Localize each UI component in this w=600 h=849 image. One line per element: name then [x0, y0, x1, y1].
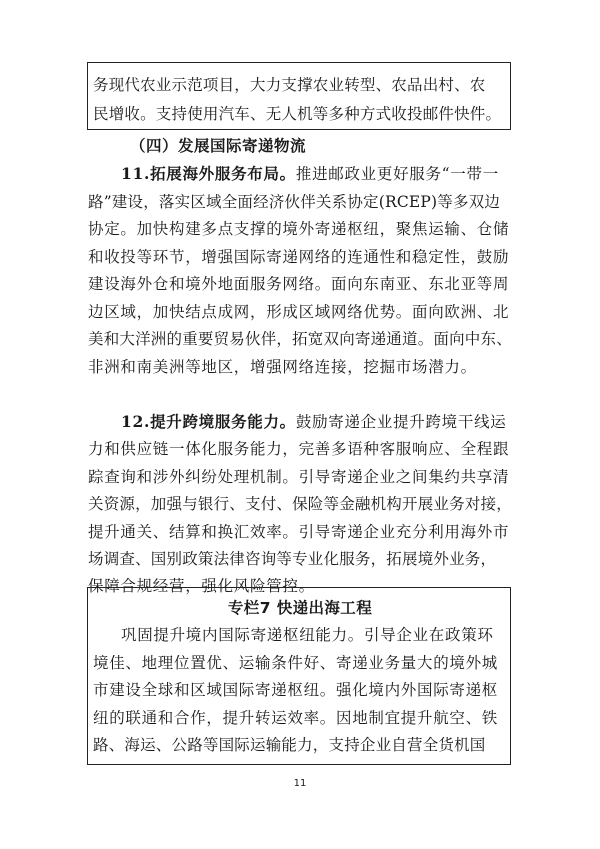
- page-number: 11: [293, 778, 307, 789]
- column-box-line: 纽的联通和合作，提升转运效率。因地制宜提升航空、铁: [93, 709, 499, 727]
- item-12-line: 踪查询和涉外纠纷处理机制。引导寄递企业之间集约共享清: [88, 468, 510, 486]
- item-12-line: 关资源，加强与银行、支付、保险等金融机构开展业务对接，: [88, 495, 512, 513]
- column-box-line: 境佳、地理位置优、运输条件好、寄递业务量大的境外城: [93, 654, 499, 672]
- item-12-line: 提升通关、结算和换汇效率。引导寄递企业充分利用海外市: [88, 523, 510, 541]
- item-12-title: 12.提升跨境服务能力。: [121, 412, 296, 431]
- item-11-first-line: [121, 164, 499, 184]
- item-12-line: 力和供应链一体化服务能力，完善多语种客服响应、全程跟: [88, 440, 510, 458]
- item-11-first-text: 推进邮政业更好服务“一带一: [295, 165, 499, 183]
- top-box-line-1: 务现代农业示范项目，大力支撑农业转型、农品出村、农: [93, 76, 486, 94]
- item-11-title: 11.拓展海外服务布局。: [121, 164, 296, 183]
- column-box-line: 巩固提升境内国际寄递枢纽能力。引导企业在政策环: [121, 626, 494, 644]
- column-box-line: 路、海运、公路等国际运输能力，支持企业自营全货机国: [93, 736, 486, 754]
- item-11-line: 路”建设，落实区域全面经济伙伴关系协定(RCEP)等多双边: [88, 193, 501, 211]
- item-11-line: 和收投等环节，增强国际寄递网络的连通性和稳定性，鼓励: [88, 248, 510, 266]
- item-11-line: 建设海外仓和境外地面服务网络。面向东南亚、东北亚等周: [88, 275, 510, 293]
- section-heading: （四）发展国际寄递物流: [130, 137, 307, 155]
- item-11-line: 非洲和南美洲等地区，增强网络连接，挖掘市场潜力。: [88, 358, 477, 376]
- item-12-first-line: [121, 412, 506, 432]
- item-12-line: 保障合规经营，强化风险管控。: [88, 577, 315, 595]
- column-box-line: 市建设全球和区域国际寄递枢纽。强化境内外国际寄递枢: [93, 681, 499, 699]
- item-11-line: 协定。加快构建多点支撑的境外寄递枢纽，聚焦运输、仓储: [88, 220, 510, 238]
- item-11-line: 美和大洋洲的重要贸易伙伴，拓宽双向寄递通道。面向中东、: [88, 330, 512, 348]
- item-12-line: 场调查、国别政策法律咨询等专业化服务，拓展境外业务，: [88, 550, 497, 568]
- item-12-first-text: 鼓励寄递企业提升跨境干线运: [295, 413, 507, 431]
- item-11-line: 边区域，加快结点成网，形成区域网络优势。面向欧洲、北: [88, 303, 510, 321]
- top-box-line-2: 民增收。支持使用汽车、无人机等多种方式收投邮件快件。: [93, 105, 502, 123]
- column-box-title: 专栏7 快递出海工程: [227, 599, 373, 617]
